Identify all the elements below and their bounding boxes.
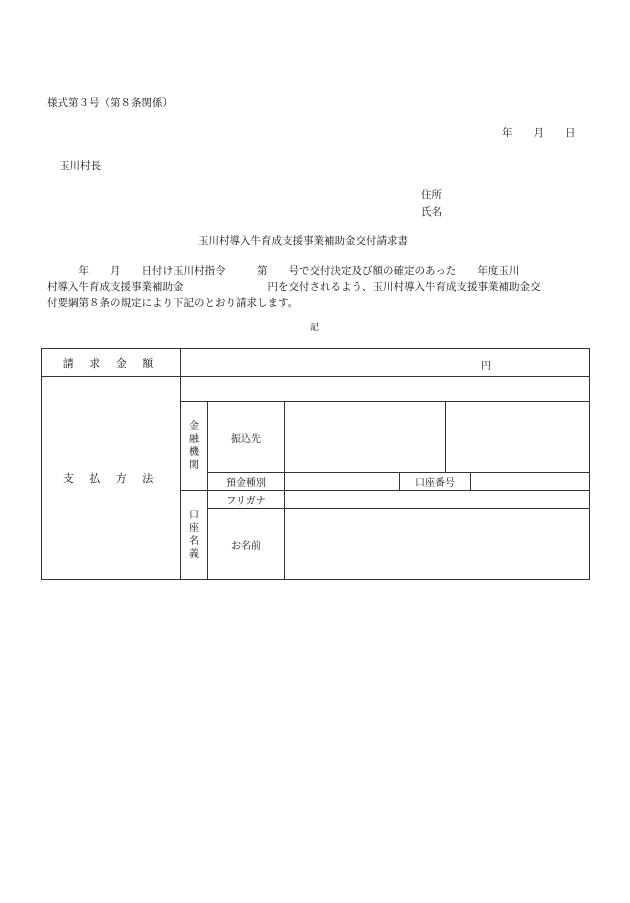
note-label: 記 — [310, 323, 320, 333]
body-line-1: 年 月 日付け玉川村指令 第 号で交付決定及び額の確定のあった 年度玉川 — [47, 265, 520, 277]
form-number: 様式第３号（第８条関係） — [47, 97, 173, 109]
document-title: 玉川村導入牛育成支援事業補助金交付請求書 — [198, 235, 408, 247]
date-line: 年 月 日 — [502, 127, 576, 139]
holder-name-value-cell[interactable] — [285, 509, 590, 580]
furigana-value-cell[interactable] — [285, 491, 590, 509]
holder-name-label-cell: お名前 — [208, 509, 285, 580]
furigana-label-cell: フリガナ — [208, 491, 285, 509]
payment-method-blank-cell[interactable] — [181, 377, 590, 402]
request-body — [47, 263, 587, 311]
body-line-3: 付要綱第８条の規定により下記のとおり請求します。 — [47, 297, 299, 309]
addressee: 玉川村長 — [59, 160, 101, 172]
account-number-label-cell: 口座番号 — [400, 473, 471, 491]
deposit-type-value-cell[interactable] — [285, 473, 400, 491]
amount-unit: 円 — [481, 361, 491, 372]
body-line-2: 村導入牛育成支援事業補助金 円を交付されるよう、玉川村導入牛育成支援事業補助金交 — [47, 281, 541, 293]
branch-name-cell[interactable] — [446, 402, 590, 473]
transfer-dest-label-cell: 振込先 — [208, 402, 285, 473]
amount-value-cell[interactable] — [181, 349, 590, 377]
account-number-value-cell[interactable] — [471, 473, 590, 491]
bank-name-cell[interactable] — [285, 402, 446, 473]
account-holder-label-cell: 口座名義 — [181, 491, 208, 580]
amount-label-cell: 請 求 金 額 — [42, 349, 181, 377]
deposit-type-label-cell: 預金種別 — [208, 473, 285, 491]
payment-form-table — [41, 348, 590, 580]
name-label: 氏名 — [421, 206, 442, 218]
payment-method-label-cell: 支 払 方 法 — [42, 377, 181, 580]
institution-label-cell: 金融機関 — [181, 402, 208, 491]
address-label: 住所 — [421, 189, 442, 201]
